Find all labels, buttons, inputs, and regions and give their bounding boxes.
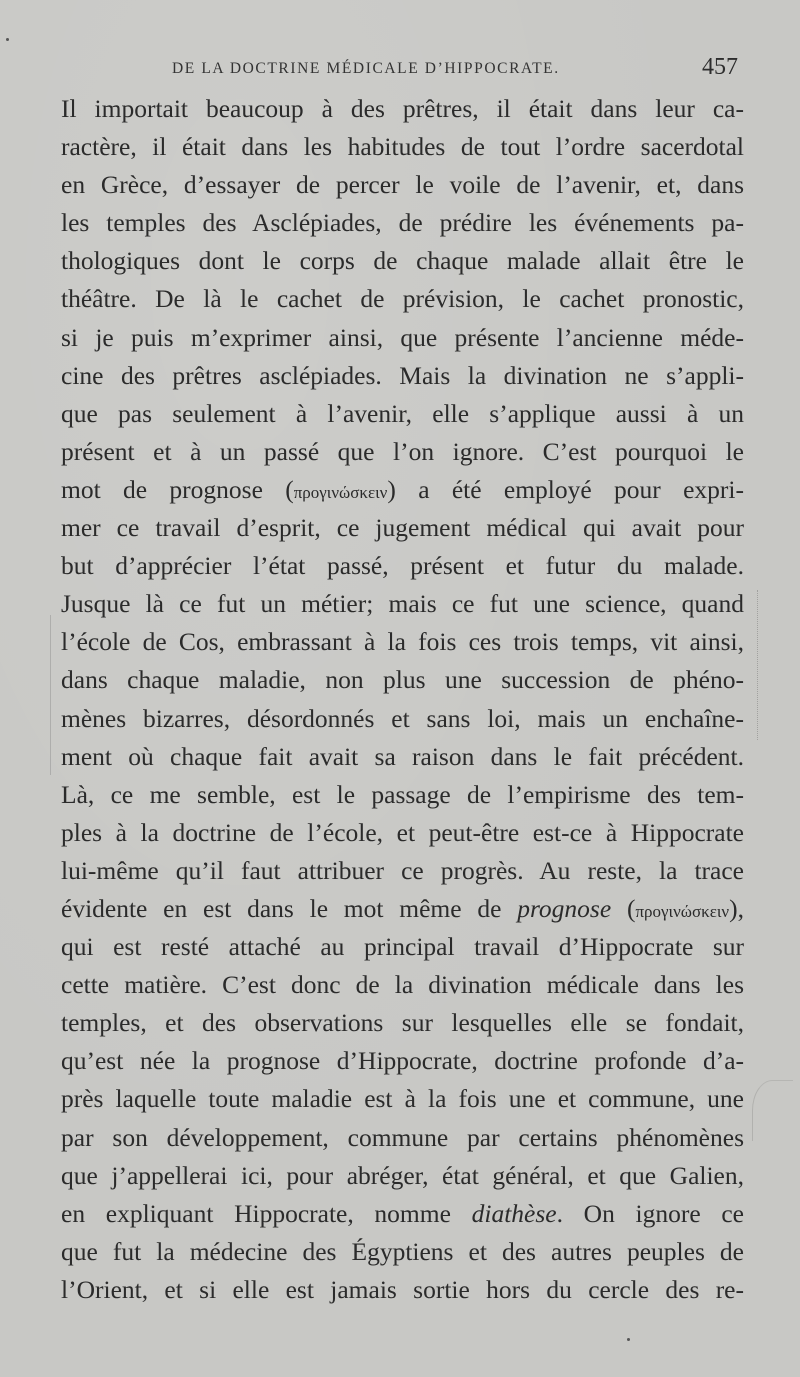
body-text [61, 90, 744, 1309]
text-line: ples à la doctrine de l’école, et peut-être est-ce à Hippocrate [61, 817, 744, 847]
text-line: dans chaque maladie, non plus une succession de phéno- [61, 665, 744, 695]
text-line: cette matière. C’est donc de la divination médicale dans les [61, 970, 744, 1000]
text-line: qu’est née la prognose d’Hippocrate, doctrine profonde d’a- [61, 1046, 744, 1076]
text-line [61, 1195, 744, 1233]
text-line: théâtre. De là le cachet de prévision, le cachet pronostic, [61, 284, 744, 314]
margin-pencil-mark [747, 590, 758, 740]
text-line: Là, ce me semble, est le passage de l’empirisme des tem- [61, 779, 744, 809]
text-line: but d’apprécier l’état passé, présent et futur du malade. [61, 551, 744, 581]
text-line: présent et à un passé que l’on ignore. C’est pourquoi le [61, 436, 744, 466]
text-segment: ( [626, 893, 636, 923]
margin-pencil-mark [752, 1080, 793, 1141]
paper-speck [6, 38, 9, 41]
text-line: les temples des Asclépiades, de prédire les événements pa- [61, 208, 744, 238]
text-line [61, 890, 744, 928]
text-line: thologiques dont le corps de chaque malade allait être le [61, 246, 744, 276]
text-line: mènes bizarres, désordonnés et sans loi, mais un enchaîne- [61, 703, 744, 733]
text-line: ractère, il était dans les habitudes de tout l’ordre sacerdotal [61, 132, 744, 162]
text-line: en Grèce, d’essayer de percer le voile de l’avenir, et, dans [61, 170, 744, 200]
margin-pencil-mark [50, 615, 59, 775]
text-line: Il importait beaucoup à des prêtres, il était dans leur ca- [61, 94, 744, 123]
text-line: l’école de Cos, embrassant à la fois ces trois temps, vit ainsi, [61, 627, 744, 657]
italic-term: prognose [517, 893, 612, 923]
text-segment: ), [729, 893, 744, 923]
text-segment: en expliquant Hippocrate, nomme [61, 1198, 472, 1228]
paper-speck [627, 1338, 630, 1341]
text-segment: ) a été employé pour expri- [387, 474, 744, 504]
page-number: 457 [702, 54, 738, 80]
text-line: si je puis m’exprimer ainsi, que présente l’ancienne méde- [61, 322, 744, 352]
text-line: ment où chaque fait avait sa raison dans le fait précédent. [61, 741, 744, 771]
text-line: Jusque là ce fut un métier; mais ce fut une science, quand [61, 589, 744, 619]
text-segment: évidente en est dans le mot même de [61, 893, 518, 923]
text-line: que j’appellerai ici, pour abréger, état général, et que Galien, [61, 1160, 744, 1190]
text-line: temples, et des observations sur lesquelles elle se fondait, [61, 1008, 744, 1038]
text-line: que pas seulement à l’avenir, elle s’applique aussi à un [61, 398, 744, 428]
page-header [0, 52, 800, 86]
text-line: cine des prêtres asclépiades. Mais la divination ne s’appli- [61, 360, 744, 390]
text-line: lui-même qu’il faut attribuer ce progrès. Au reste, la trace [61, 855, 744, 885]
text-line: qui est resté attaché au principal travail d’Hippocrate sur [61, 932, 744, 962]
text-segment: mot de prognose ( [61, 474, 294, 504]
text-line [61, 471, 744, 509]
text-line: l’Orient, et si elle est jamais sortie hors du cercle des re- [61, 1274, 744, 1304]
text-line: par son développement, commune par certains phénomènes [61, 1122, 744, 1152]
running-head: DE LA DOCTRINE MÉDICALE D’HIPPOCRATE. [172, 60, 560, 77]
text-line: que fut la médecine des Égyptiens et des autres peuples de [61, 1236, 744, 1266]
italic-term: diathèse [471, 1198, 557, 1228]
text-line: près laquelle toute maladie est à la fois une et commune, une [61, 1084, 744, 1114]
text-line: mer ce travail d’esprit, ce jugement médical qui avait pour [61, 513, 744, 543]
text-segment: . On ignore ce [556, 1198, 744, 1228]
greek-word: προγινώσκειν [635, 901, 730, 921]
greek-word: προγινώσκειν [293, 482, 388, 502]
